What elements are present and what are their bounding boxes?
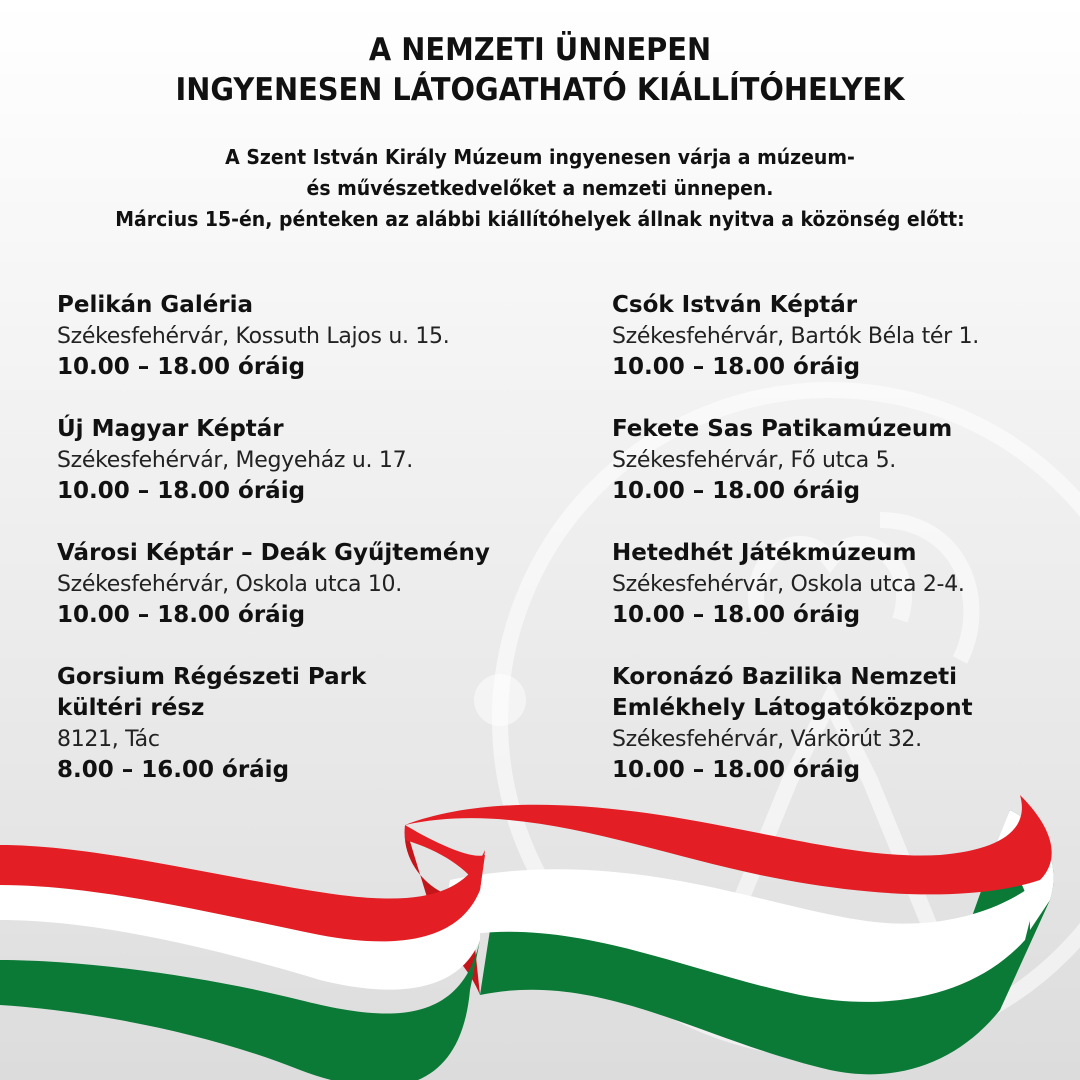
venue-name: Új Magyar Képtár bbox=[57, 416, 284, 442]
venue-item bbox=[612, 414, 1072, 507]
intro-line-1: A Szent István Király Múzeum ingyenesen várja a múzeum- bbox=[225, 145, 855, 169]
venue-list-right bbox=[612, 290, 1072, 817]
venue-hours: 10.00 – 18.00 óráig bbox=[57, 478, 306, 504]
venue-list-left bbox=[57, 290, 557, 817]
venue-name: Pelikán Galéria bbox=[57, 292, 254, 318]
venue-name: Gorsium Régészeti Park bbox=[57, 664, 367, 690]
venue-hours: 10.00 – 18.00 óráig bbox=[612, 757, 861, 783]
title-line-2: INGYENESEN LÁTOGATHATÓ KIÁLLÍTÓHELYEK bbox=[175, 72, 905, 108]
venue-item bbox=[612, 662, 1072, 786]
venue-name: Koronázó Bazilika Nemzeti bbox=[612, 664, 958, 690]
venue-address: Székesfehérvár, Megyeház u. 17. bbox=[57, 448, 413, 473]
venue-name: Városi Képtár – Deák Gyűjtemény bbox=[57, 540, 490, 566]
intro-line-2: és művészetkedvelőket a nemzeti ünnepen. bbox=[306, 176, 774, 200]
venue-item bbox=[57, 662, 557, 786]
venue-item bbox=[612, 290, 1072, 383]
venue-address: Székesfehérvár, Várkörút 32. bbox=[612, 727, 922, 752]
venue-item bbox=[57, 414, 557, 507]
venue-address: Székesfehérvár, Fő utca 5. bbox=[612, 448, 896, 473]
venue-address: Székesfehérvár, Oskola utca 2-4. bbox=[612, 572, 965, 597]
venue-hours: 10.00 – 18.00 óráig bbox=[612, 354, 861, 380]
venue-address: Székesfehérvár, Oskola utca 10. bbox=[57, 572, 402, 597]
hungarian-flag-ribbon-icon bbox=[0, 780, 1080, 1080]
venue-hours: 10.00 – 18.00 óráig bbox=[57, 354, 306, 380]
venue-name-line-2: Emlékhely Látogatóközpont bbox=[612, 695, 973, 721]
venue-hours: 10.00 – 18.00 óráig bbox=[57, 602, 306, 628]
venue-hours: 8.00 – 16.00 óráig bbox=[57, 757, 290, 783]
venue-name: Fekete Sas Patikamúzeum bbox=[612, 416, 953, 442]
venue-hours: 10.00 – 18.00 óráig bbox=[612, 602, 861, 628]
venue-hours: 10.00 – 18.00 óráig bbox=[612, 478, 861, 504]
venue-item bbox=[57, 538, 557, 631]
venue-name-line-2: kültéri rész bbox=[57, 695, 205, 721]
intro-text bbox=[0, 142, 1080, 235]
venue-address: Székesfehérvár, Kossuth Lajos u. 15. bbox=[57, 324, 450, 349]
venue-address: 8121, Tác bbox=[57, 727, 160, 752]
venue-item bbox=[612, 538, 1072, 631]
venue-address: Székesfehérvár, Bartók Béla tér 1. bbox=[612, 324, 979, 349]
venue-name: Csók István Képtár bbox=[612, 292, 858, 318]
page-title bbox=[0, 30, 1080, 110]
venue-name: Hetedhét Játékmúzeum bbox=[612, 540, 917, 566]
intro-line-3: Március 15-én, pénteken az alábbi kiállítóhelyek állnak nyitva a közönség előtt: bbox=[115, 207, 965, 231]
venue-item bbox=[57, 290, 557, 383]
title-line-1: A NEMZETI ÜNNEPEN bbox=[368, 32, 712, 68]
